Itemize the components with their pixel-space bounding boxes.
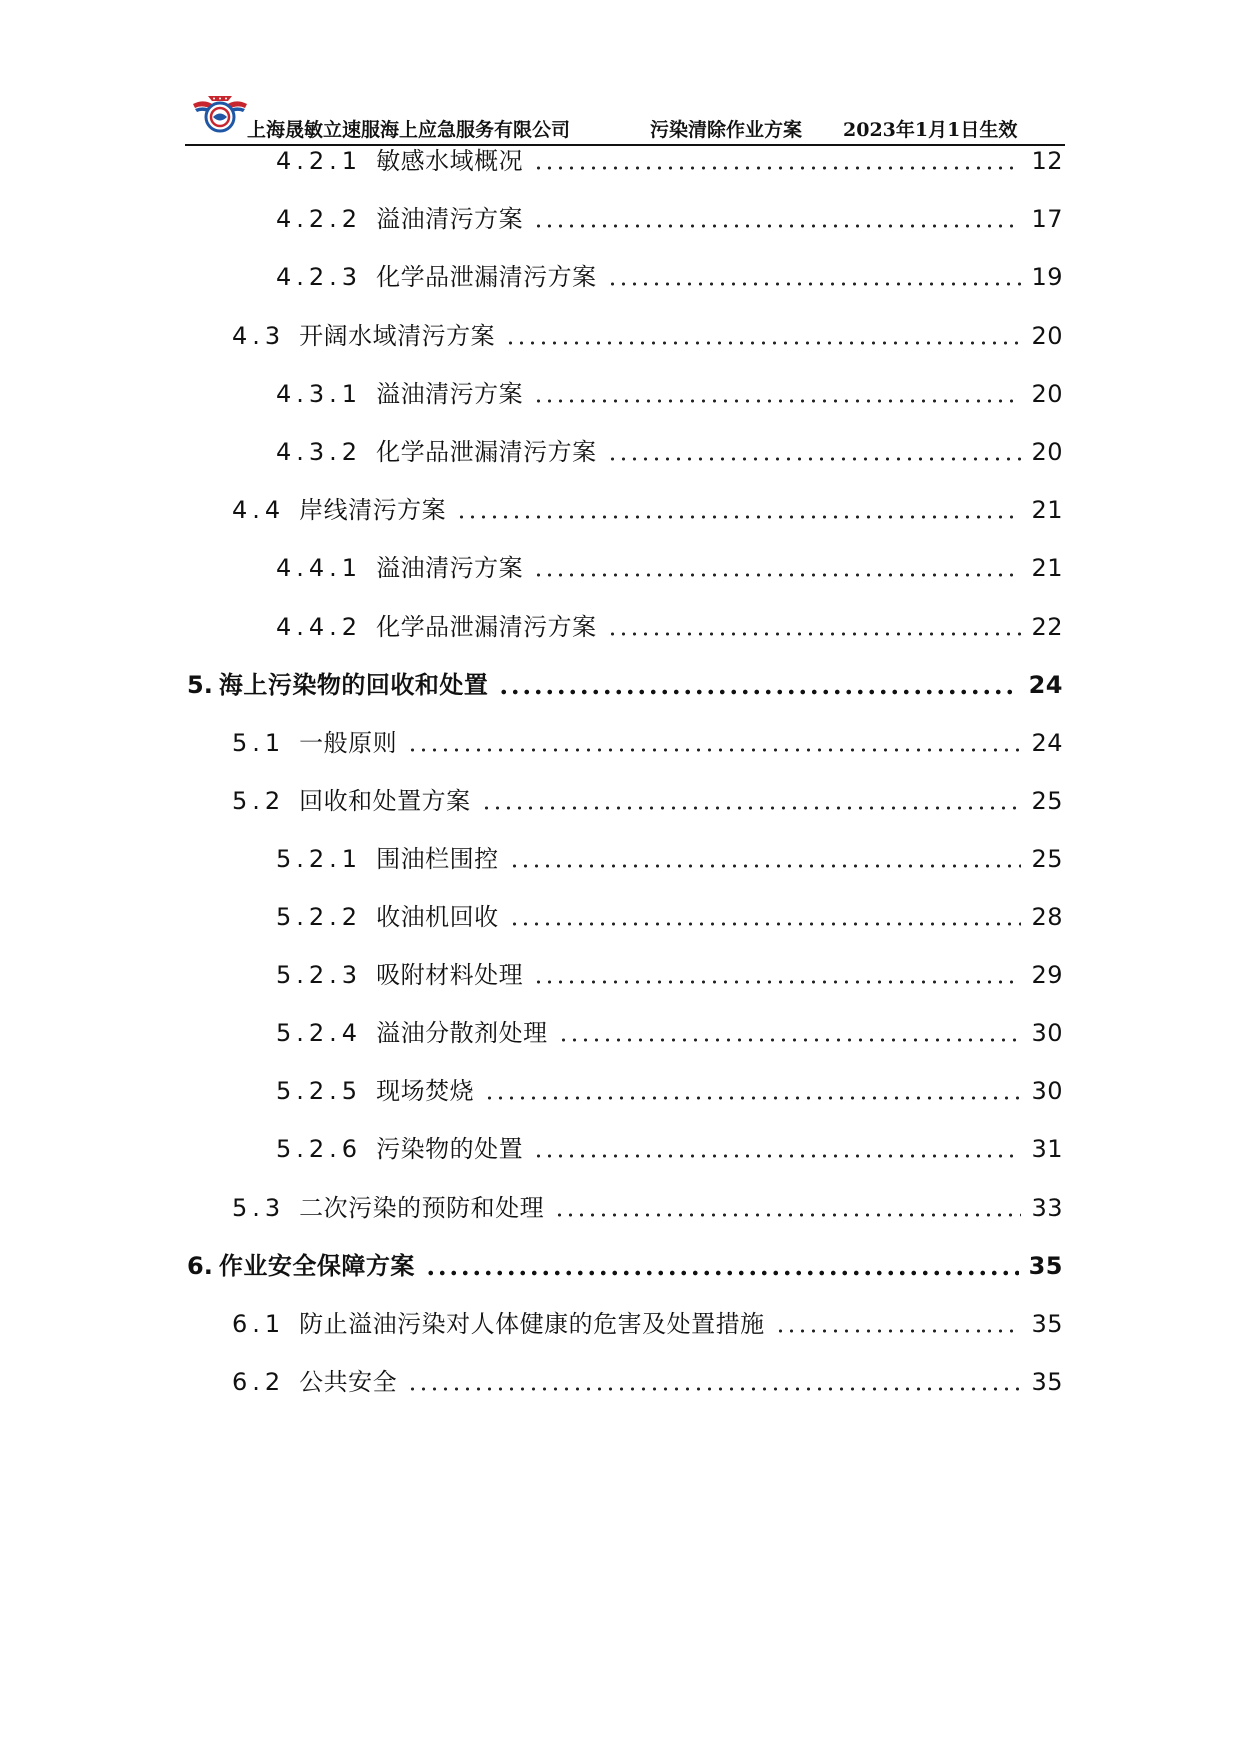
toc-entry-title: 作业安全保障方案 bbox=[218, 1252, 415, 1280]
toc-entry[interactable] bbox=[232, 1306, 1063, 1342]
toc-entry[interactable] bbox=[232, 1364, 1063, 1400]
toc-entry-number: 4.4.2 bbox=[276, 613, 363, 641]
toc-dot-leader bbox=[607, 281, 1022, 287]
toc-entry-number: 4.4 bbox=[232, 496, 286, 524]
toc-entry-title: 公共安全 bbox=[299, 1368, 398, 1396]
toc-entry-number: 4.3 bbox=[232, 322, 286, 350]
toc-entry[interactable] bbox=[276, 259, 1063, 295]
header-text bbox=[247, 118, 1065, 142]
toc-entry-title: 化学品泄漏清污方案 bbox=[376, 613, 597, 641]
toc-dot-leader bbox=[498, 689, 1018, 695]
toc-entry-number: 5.2.2 bbox=[276, 903, 363, 931]
toc-entry-page: 31 bbox=[1031, 1135, 1063, 1163]
toc-entry-number: 6.1 bbox=[232, 1310, 286, 1338]
toc-entry-number: 6. bbox=[187, 1252, 213, 1280]
toc-dot-leader bbox=[775, 1328, 1022, 1334]
toc-entry-title: 溢油清污方案 bbox=[376, 554, 524, 582]
toc-entry[interactable] bbox=[187, 667, 1063, 703]
toc-entry[interactable] bbox=[276, 841, 1063, 877]
toc-entry[interactable] bbox=[276, 550, 1063, 586]
toc-entry-page: 29 bbox=[1031, 961, 1063, 989]
toc-entry-title: 溢油清污方案 bbox=[376, 205, 524, 233]
toc-dot-leader bbox=[607, 631, 1022, 637]
toc-entry[interactable] bbox=[276, 1073, 1063, 1109]
toc-entry-number: 5.1 bbox=[232, 729, 286, 757]
toc-entry-title: 海上污染物的回收和处置 bbox=[218, 671, 489, 699]
toc-dot-leader bbox=[481, 805, 1022, 811]
toc-entry-page: 30 bbox=[1031, 1019, 1063, 1047]
toc-dot-leader bbox=[554, 1212, 1021, 1218]
toc-entry-title: 敏感水域概况 bbox=[376, 147, 524, 175]
toc-entry-page: 22 bbox=[1031, 613, 1063, 641]
toc-entry[interactable] bbox=[276, 609, 1063, 645]
toc-entry-page: 24 bbox=[1031, 729, 1063, 757]
toc-entry[interactable] bbox=[276, 434, 1063, 470]
toc-entry-title: 吸附材料处理 bbox=[376, 961, 524, 989]
toc-entry[interactable] bbox=[232, 1190, 1063, 1226]
toc-entry-number: 4.2.1 bbox=[276, 147, 363, 175]
toc-entry[interactable] bbox=[276, 957, 1063, 993]
toc-entry[interactable] bbox=[276, 376, 1063, 412]
toc-entry-title: 回收和处置方案 bbox=[299, 787, 471, 815]
page-header bbox=[185, 88, 1065, 146]
toc-entry-title: 化学品泄漏清污方案 bbox=[376, 263, 597, 291]
toc-entry-title: 现场焚烧 bbox=[376, 1077, 475, 1105]
toc-entry-page: 33 bbox=[1031, 1194, 1063, 1222]
toc-entry-page: 19 bbox=[1031, 263, 1063, 291]
toc-entry-page: 35 bbox=[1028, 1252, 1063, 1280]
toc-dot-leader bbox=[505, 340, 1021, 346]
toc-dot-leader bbox=[533, 398, 1021, 404]
toc-dot-leader bbox=[607, 456, 1022, 462]
toc-entry-page: 28 bbox=[1031, 903, 1063, 931]
toc-dot-leader bbox=[407, 747, 1021, 753]
toc-entry-number: 5.2.5 bbox=[276, 1077, 363, 1105]
toc-entry-page: 20 bbox=[1031, 322, 1063, 350]
toc-entry-number: 4.2.2 bbox=[276, 205, 363, 233]
toc-dot-leader bbox=[509, 921, 1022, 927]
toc-entry-number: 5.2.6 bbox=[276, 1135, 363, 1163]
toc-entry-page: 35 bbox=[1031, 1310, 1063, 1338]
header-effective-date: 2023年1月1日生效 bbox=[843, 119, 1018, 141]
toc-entry[interactable] bbox=[276, 1131, 1063, 1167]
toc-entry-page: 35 bbox=[1031, 1368, 1063, 1396]
toc-entry-page: 21 bbox=[1031, 496, 1063, 524]
toc-entry-title: 防止溢油污染对人体健康的危害及处置措施 bbox=[299, 1310, 765, 1338]
toc-entry-number: 6.2 bbox=[232, 1368, 286, 1396]
toc-entry-page: 30 bbox=[1031, 1077, 1063, 1105]
toc-entry[interactable] bbox=[276, 899, 1063, 935]
toc-entry-number: 4.3.1 bbox=[276, 380, 363, 408]
toc-dot-leader bbox=[533, 165, 1021, 171]
toc-dot-leader bbox=[558, 1037, 1022, 1043]
toc-entry[interactable] bbox=[276, 1015, 1063, 1051]
toc-dot-leader bbox=[533, 979, 1021, 985]
toc-entry-title: 开阔水域清污方案 bbox=[299, 322, 496, 350]
header-document-title: 污染清除作业方案 bbox=[650, 119, 803, 141]
toc-entry-page: 25 bbox=[1031, 787, 1063, 815]
toc-entry-number: 5.3 bbox=[232, 1194, 286, 1222]
toc-dot-leader bbox=[407, 1386, 1021, 1392]
toc-entry-title: 围油栏围控 bbox=[376, 845, 499, 873]
toc-entry-title: 溢油清污方案 bbox=[376, 380, 524, 408]
toc-entry-page: 21 bbox=[1031, 554, 1063, 582]
toc-entry-page: 17 bbox=[1031, 205, 1063, 233]
toc-entry-number: 5. bbox=[187, 671, 213, 699]
toc-dot-leader bbox=[484, 1095, 1021, 1101]
toc-entry-number: 4.4.1 bbox=[276, 554, 363, 582]
toc-entry-title: 收油机回收 bbox=[376, 903, 499, 931]
toc-entry[interactable] bbox=[276, 201, 1063, 237]
toc-entry-title: 岸线清污方案 bbox=[299, 496, 447, 524]
toc-entry[interactable] bbox=[232, 725, 1063, 761]
toc-entry[interactable] bbox=[232, 783, 1063, 819]
company-emblem-icon bbox=[191, 90, 249, 136]
toc-entry-title: 污染物的处置 bbox=[376, 1135, 524, 1163]
toc-dot-leader bbox=[509, 863, 1022, 869]
toc-entry-number: 5.2.1 bbox=[276, 845, 363, 873]
toc-entry[interactable] bbox=[187, 1248, 1063, 1284]
toc-entry-title: 化学品泄漏清污方案 bbox=[376, 438, 597, 466]
toc-entry[interactable] bbox=[276, 143, 1063, 179]
toc-entry-number: 5.2 bbox=[232, 787, 286, 815]
toc-entry-page: 24 bbox=[1028, 671, 1063, 699]
toc-entry[interactable] bbox=[232, 318, 1063, 354]
toc-entry-title: 一般原则 bbox=[299, 729, 398, 757]
toc-entry-page: 12 bbox=[1031, 147, 1063, 175]
toc-entry-number: 4.3.2 bbox=[276, 438, 363, 466]
toc-entry-number: 4.2.3 bbox=[276, 263, 363, 291]
toc-dot-leader bbox=[456, 514, 1021, 520]
toc-dot-leader bbox=[533, 1153, 1021, 1159]
toc-entry-title: 溢油分散剂处理 bbox=[376, 1019, 548, 1047]
toc-entry-page: 25 bbox=[1031, 845, 1063, 873]
toc-entry-page: 20 bbox=[1031, 438, 1063, 466]
toc-dot-leader bbox=[425, 1270, 1019, 1276]
toc-dot-leader bbox=[533, 223, 1021, 229]
toc-dot-leader bbox=[533, 572, 1021, 578]
toc-entry-title: 二次污染的预防和处理 bbox=[299, 1194, 545, 1222]
toc-entry[interactable] bbox=[232, 492, 1063, 528]
header-company-name: 上海晟敏立速服海上应急服务有限公司 bbox=[247, 119, 571, 141]
toc-entry-number: 5.2.4 bbox=[276, 1019, 363, 1047]
toc-entry-number: 5.2.3 bbox=[276, 961, 363, 989]
toc-entry-page: 20 bbox=[1031, 380, 1063, 408]
